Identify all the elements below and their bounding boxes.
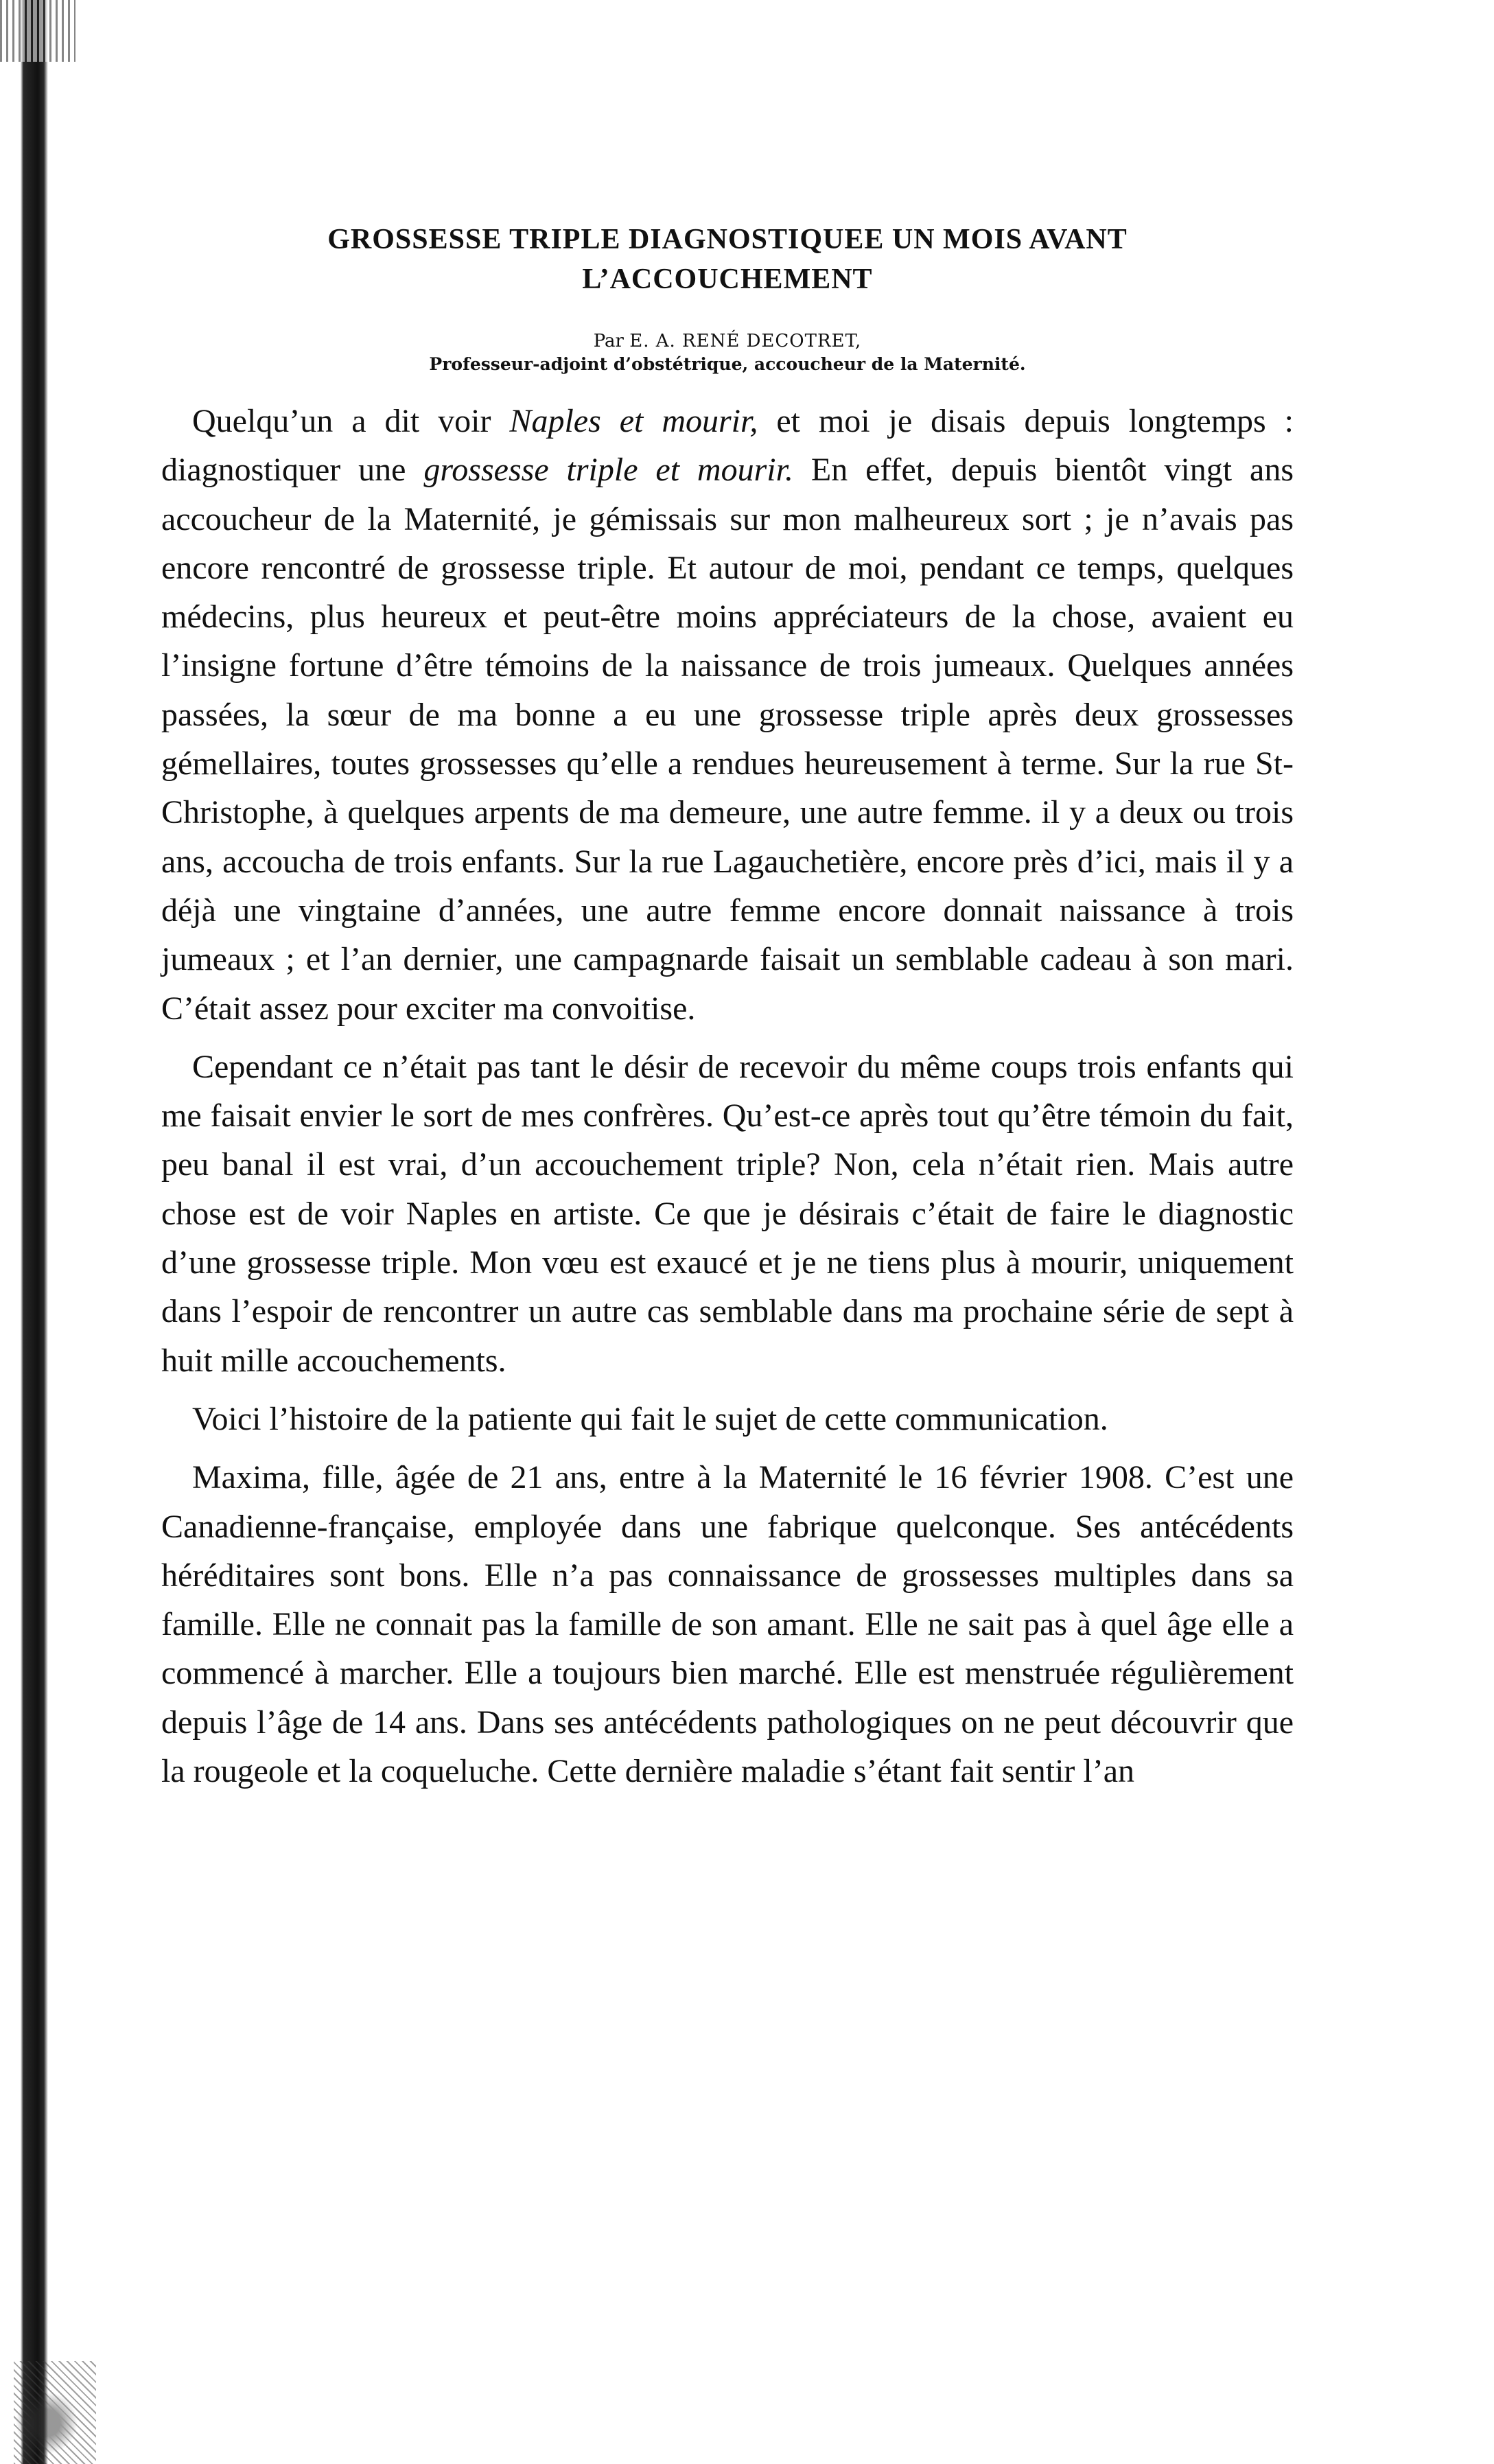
- scan-noise-bottom: [14, 2361, 96, 2464]
- paragraph-1-part-c: En effet, depuis bientôt vingt ans accoucheur de la Maternité, je gémissais sur mon malheureux sort ; je n’avais pas encore rencontré de grossesse triple. Et autour de moi, pendant ce temps, quelques médecins, plus heureux et peut-être moins appréciateurs de la chose, avaient eu l’insigne fortune d’être témoins de la naissance de trois jumeaux. Quelques années passées, la sœur de ma bonne a eu une grossesse triple après deux grossesses gémellaires, toutes grossesses qu’elle a rendues heureusement à terme. Sur la rue St-Christophe, à quelques arpents de ma demeure, une autre femme. il y a deux ou trois ans, accoucha de trois enfants. Sur la rue Lagauchetière, encore près d’ici, mais il y a déjà une vingtaine d’années, une autre femme encore donnait naissance à trois jumeaux ; et l’an dernier, une campagnarde faisait un semblable cadeau à son mari. C’était assez pour exciter ma convoitise.: [161, 452, 1294, 1027]
- paragraph-3: Voici l’histoire de la patiente qui fait le sujet de cette communication.: [192, 1400, 1108, 1437]
- paragraph-2: Cependant ce n’était pas tant le désir de recevoir du même coups trois enfants qui me faisait envier le sort de mes confrères. Qu’est-ce après tout qu’être témoin du fait, peu banal il est vrai, d’un accouchement triple? Non, cela n’était rien. Mais autre chose est de voir Naples en artiste. Ce que je désirais c’était de faire le diagnostic d’une grossesse triple. Mon vœu est exaucé et je ne tiens plus à mourir, uniquement dans l’espoir de rencontrer un autre cas semblable dans ma prochaine série de sept à huit mille accouchements.: [161, 1048, 1294, 1379]
- paragraph-1-part-a: Quelqu’un a dit voir: [192, 403, 510, 439]
- author-line: [161, 329, 1294, 353]
- article-title: [161, 220, 1294, 299]
- document-page: [161, 220, 1294, 1805]
- author-prefix: Par: [593, 331, 624, 351]
- paragraph-4: Maxima, fille, âgée de 21 ans, entre à la Maternité le 16 février 1908. C’est une Canadienne-française, employée dans une fabrique quelconque. Ses antécédents héréditaires sont bons. Elle n’a pas connaissance de grossesses multiples dans sa famille. Elle ne connait pas la famille de son amant. Elle ne sait pas à quel âge elle a commencé à marcher. Elle a toujours bien marché. Elle est menstruée régulièrement depuis l’âge de 14 ans. Dans ses antécédents pathologiques on ne peut découvrir que la rougeole et la coqueluche. Cette dernière maladie s’étant fait sentir l’an: [161, 1459, 1294, 1790]
- article-body: [161, 397, 1294, 1795]
- author-name: E. A. RENÉ DECOTRET,: [629, 331, 862, 351]
- paragraph-1-emphasis-2: grossesse triple et mourir.: [423, 452, 793, 489]
- paragraph-1-emphasis-1: Naples et mourir,: [509, 403, 758, 439]
- author-affiliation: Professeur-adjoint d’obstétrique, accoucheur de la Maternité.: [429, 354, 1026, 374]
- scan-binding-edge: [0, 0, 82, 2464]
- scan-noise-top: [0, 0, 75, 62]
- paragraph-1-part-b: et moi je disais depuis longtemps : diagnostiquer une: [161, 403, 1294, 489]
- title-line-1: GROSSESSE TRIPLE DIAGNOSTIQUEE UN MOIS AVANT: [327, 224, 1128, 255]
- paragraph-1: [161, 397, 1294, 1033]
- title-line-2: L’ACCOUCHEMENT: [582, 264, 873, 295]
